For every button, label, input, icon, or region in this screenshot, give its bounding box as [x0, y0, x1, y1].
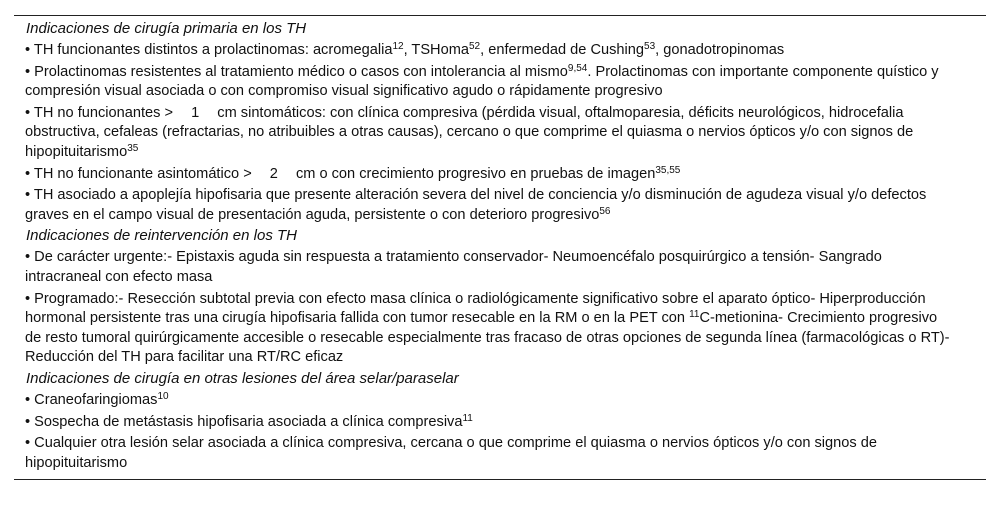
reference-superscript: 53 [644, 41, 656, 52]
item-text: • TH no funcionante asintomático > [25, 165, 256, 182]
list-item [14, 413, 986, 433]
reference-superscript: 56 [599, 205, 611, 217]
list-item [14, 434, 986, 473]
list-item [14, 186, 986, 225]
item-text: 2 [269, 165, 278, 182]
item-text: • TH asociado a apoplejía hipofisaria que presente alteración severa del nivel de conciencia y/o disminución de agudeza visual y/o defectos graves en el campo visual de presentación aguda, persistente o con deterioro progresivo [25, 187, 927, 223]
item-text: cm sintomáticos: con clínica compresiva (pérdida visual, oftalmoparesia, déficits neurológicos, hidrocefalia obstructiva, cefaleas (refractarias, no atribuibles a otras causas), cercano o que comprime el quiasma o nervios ópticos y/o con signos de hipopituitarismo [25, 104, 914, 160]
item-text: • TH funcionantes distintos a prolactinomas: acromegalia [25, 42, 393, 58]
item-text: • Cualquier otra lesión selar asociada a clínica compresiva, cercana o que comprime el quiasma o nervios ópticos y/o con signos de hipopituitarismo [25, 435, 877, 471]
section-heading: Indicaciones de reintervención en los TH [26, 227, 297, 245]
list-item [14, 248, 986, 287]
reference-superscript: 52 [469, 41, 481, 52]
list-item [14, 104, 986, 163]
reference-superscript: 35 [127, 142, 139, 154]
item-text: , enfermedad de Cushing [480, 42, 645, 58]
reference-superscript: 12 [392, 41, 404, 52]
indications-table [14, 15, 986, 480]
list-item [14, 41, 986, 61]
list-item [14, 391, 986, 411]
item-text: • TH no funcionantes > [25, 104, 178, 121]
reference-superscript: 11 [462, 412, 473, 424]
item-text: 1 [191, 104, 200, 121]
item-text: • De carácter urgente:- Epistaxis aguda sin respuesta a tratamiento conservador- Neumoencéfalo posquirúrgico a tensión- Sangrado intracraneal con efecto masa [25, 249, 882, 285]
list-item [14, 165, 986, 185]
list-item [14, 290, 986, 368]
item-text: C-metionina- Crecimiento progresivo de resto tumoral quirúrgicamente accesible o resecable especialmente tras fracaso de otras opciones de segunda línea (farmacológicas o RT)- Reducción del TH para facilitar una RT/RC eficaz [25, 310, 950, 366]
item-text: , TSHoma [403, 42, 469, 58]
item-text: . Prolactinomas con importante componente quístico y compresión visual asociada o con compromiso visual significativo agudo o rápidamente progresivo [25, 63, 939, 100]
item-text: • Sospecha de metástasis hipofisaria asociada a clínica compresiva [25, 413, 463, 430]
reference-superscript: 10 [157, 390, 169, 402]
reference-superscript: 11 [689, 309, 700, 321]
reference-superscript: 35,55 [655, 164, 681, 176]
item-text: , gonadotropinomas [655, 42, 785, 58]
section-heading: Indicaciones de cirugía primaria en los TH [26, 20, 307, 37]
section-heading: Indicaciones de cirugía en otras lesiones del área selar/paraselar [26, 369, 459, 387]
item-text: • Craneofaringiomas [25, 391, 158, 408]
item-text: cm o con crecimiento progresivo en pruebas de imagen [291, 165, 656, 182]
item-text: • Programado:- Resección subtotal previa con efecto masa clínica o radiológicamente significativo sobre el aparato óptico- Hiperproducción hormonal persistente tras una cirugía hipofisaria fallida con tumor resecable en la RM o en la PET con [25, 290, 926, 327]
reference-superscript: 9,54 [567, 62, 588, 74]
list-item [14, 63, 986, 102]
item-text: • Prolactinomas resistentes al tratamiento médico o casos con intolerancia al mismo [25, 63, 568, 80]
